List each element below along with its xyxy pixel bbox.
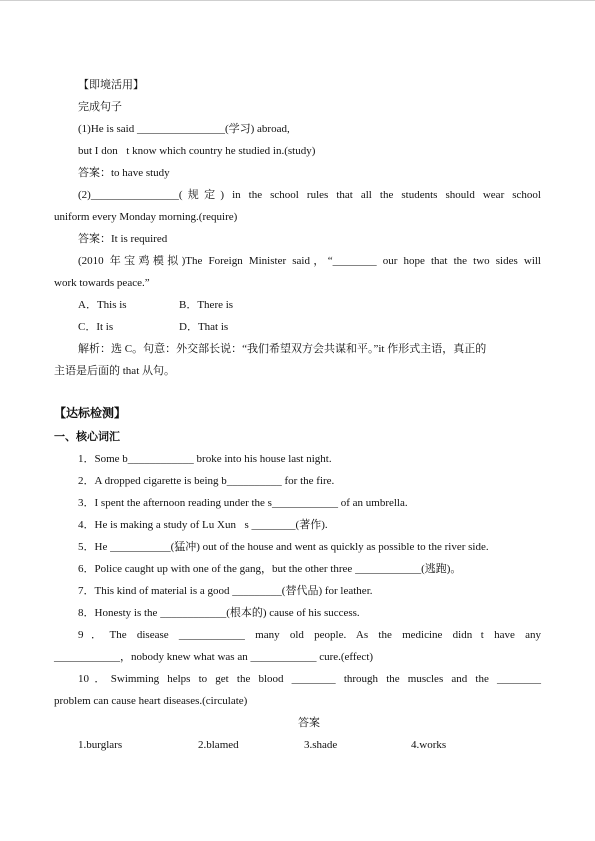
answer-4: 4.works	[411, 739, 447, 751]
section-heading-practice: 【即境活用】	[78, 79, 144, 91]
vocab-item-10-line-1: 10．Swimming helps to get the blood ________ through the muscles and the ________	[78, 673, 541, 685]
vocab-item-6: 6．Police caught up with one of the gang，but the other three ____________(逃跑)。	[78, 563, 462, 575]
question-1-line-1: (1)He is said ________________(学习) abroad,	[78, 123, 290, 135]
vocab-item-5: 5．He ___________(猛冲) out of the house and went as quickly as possible to the river side.	[78, 541, 489, 553]
page-top-border	[0, 0, 595, 1]
question-2-line-1: (2)________________(规定) in the school rules that all the students should wear school	[78, 189, 541, 201]
option-c: C．It is	[78, 321, 114, 333]
subheading-core-vocabulary: 一、核心词汇	[54, 431, 120, 443]
vocab-item-4: 4．He is making a study of Lu Xun s ________(著作).	[78, 519, 328, 531]
vocab-item-9-line-1: 9．The disease ____________ many old people. As the medicine didn t have any	[78, 629, 541, 641]
answer-2: 2.blamed	[198, 739, 239, 751]
vocab-item-7: 7．This kind of material is a good _________(替代品) for leather.	[78, 585, 373, 597]
vocab-item-8: 8．Honesty is the ____________(根本的) cause of his success.	[78, 607, 360, 619]
vocab-item-10-line-2: problem can cause heart diseases.(circulate)	[54, 695, 248, 707]
answer-3: 3.shade	[304, 739, 338, 751]
vocab-item-1: 1．Some b____________ broke into his house last night.	[78, 453, 332, 465]
explanation-line-1: 解析：选 C。句意：外交部长说：“我们希望双方会共谋和平。”it 作形式主语，真正的	[78, 343, 487, 355]
vocab-item-3: 3．I spent the afternoon reading under the s____________ of an umbrella.	[78, 497, 408, 509]
section-heading-assessment: 【达标检测】	[54, 406, 127, 420]
question-1-answer: 答案：to have study	[78, 167, 170, 179]
question-2-answer: 答案：It is required	[78, 233, 168, 245]
answers-heading: 答案	[298, 717, 320, 729]
option-b: B．There is	[179, 299, 234, 311]
question-3-line-1: (2010 年宝鸡模拟)The Foreign Minister said，“________ our hope that the two sides will	[78, 255, 541, 267]
question-3-line-2: work towards peace.”	[54, 277, 150, 289]
vocab-item-9-line-2: ____________，nobody knew what was an ____________ cure.(effect)	[54, 651, 374, 663]
explanation-line-2: 主语是后面的 that 从句。	[54, 365, 175, 377]
option-d: D．That is	[179, 321, 229, 333]
option-a: A．This is	[78, 299, 127, 311]
question-1-line-2: but I don t know which country he studied in.(study)	[78, 145, 316, 157]
answer-1: 1.burglars	[78, 739, 123, 751]
vocab-item-2: 2．A dropped cigarette is being b__________ for the fire.	[78, 475, 335, 487]
subheading-complete-sentences: 完成句子	[78, 101, 122, 113]
question-2-line-2: uniform every Monday morning.(require)	[54, 211, 238, 223]
